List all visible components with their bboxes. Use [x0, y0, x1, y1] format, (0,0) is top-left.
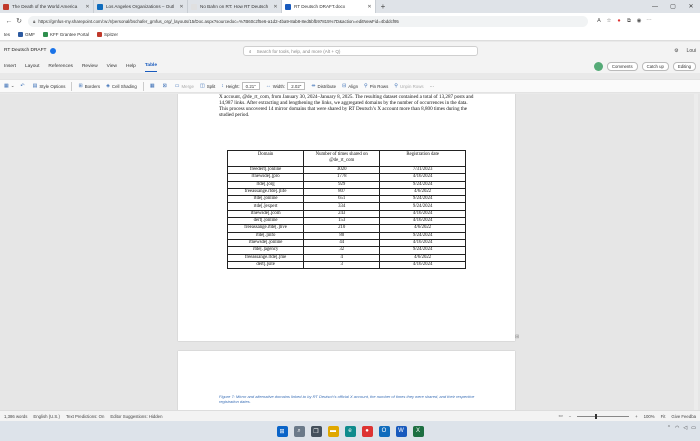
- domain-cell[interactable]: dert[.]site: [228, 261, 304, 268]
- divider: [71, 82, 72, 91]
- registration-date-cell[interactable]: 9/24/2024: [380, 203, 466, 210]
- edge-browser-icon[interactable]: e: [345, 426, 356, 437]
- table-row: [228, 218, 466, 225]
- domain-cell[interactable]: rtde[.]info: [228, 232, 304, 239]
- favorite-label: GMF: [25, 32, 36, 37]
- view-mode-icon[interactable]: ▭: [558, 413, 563, 418]
- times-shared-cell[interactable]: 3: [304, 261, 380, 268]
- url-field[interactable]: [28, 16, 588, 27]
- domain-cell[interactable]: freeassange.rtde[.]me: [228, 254, 304, 261]
- table-toolbar: [0, 79, 700, 93]
- times-shared-cell[interactable]: 807: [304, 188, 380, 195]
- profile-icon[interactable]: ◉: [636, 18, 642, 24]
- new-tab-button[interactable]: +: [380, 2, 386, 11]
- delete-button[interactable]: [163, 83, 169, 89]
- style-options-label: Style Options: [39, 83, 66, 89]
- minimize-icon[interactable]: —: [652, 3, 658, 10]
- file-explorer-icon[interactable]: ▬: [328, 426, 339, 437]
- back-icon[interactable]: ←: [5, 17, 13, 25]
- more-options-button[interactable]: ···: [429, 83, 434, 89]
- favorite-label: tes: [4, 32, 11, 37]
- borders-label: Borders: [84, 83, 101, 89]
- registration-date-cell[interactable]: 9/24/2024: [380, 196, 466, 203]
- domain-cell[interactable]: rtde[.]org: [228, 181, 304, 188]
- header-times-shared[interactable]: Number of times shared on @de_rt_com: [304, 151, 380, 167]
- times-shared-cell[interactable]: 32: [304, 247, 380, 254]
- close-icon[interactable]: ✕: [179, 3, 184, 10]
- header-domain[interactable]: Domain: [228, 151, 304, 167]
- delete-table-icon: ⊠: [162, 83, 167, 89]
- close-icon[interactable]: ✕: [85, 3, 90, 10]
- extensions-area: [594, 18, 654, 25]
- search-box[interactable]: [243, 46, 478, 56]
- table-row: [228, 261, 466, 268]
- search-icon: ⌕: [249, 48, 252, 54]
- close-icon[interactable]: ✕: [367, 3, 372, 10]
- figure-caption[interactable]: Figure 7: Mirror and alternative domains linked-to by RT Deutsch’s official X account, the number of times they were shared, and their respective registration dates.: [219, 394, 475, 404]
- status-right: [559, 413, 696, 419]
- table-move-handle-icon[interactable]: ⊞: [515, 334, 520, 340]
- spitzer-icon: [97, 32, 102, 37]
- kff-icon: [43, 32, 48, 37]
- table-row: [228, 196, 466, 203]
- search-placeholder: Search for tools, help, and more (Alt + Q): [256, 48, 341, 54]
- times-shared-cell[interactable]: 3020: [304, 167, 380, 174]
- tab-table[interactable]: Table: [145, 60, 157, 72]
- table-row: [228, 210, 466, 217]
- ribbon-right: [594, 62, 696, 71]
- outlook-icon[interactable]: O: [379, 426, 390, 437]
- table-row: [228, 167, 466, 174]
- distribute-label: Distribute: [317, 83, 337, 89]
- document-canvas[interactable]: [0, 94, 700, 410]
- user-name[interactable]: Loui: [686, 47, 696, 54]
- excel-icon[interactable]: X: [413, 426, 424, 437]
- word-header: [0, 42, 700, 59]
- domain-cell[interactable]: rtde[.]online: [228, 196, 304, 203]
- registration-date-cell[interactable]: 4/16/2024: [380, 218, 466, 225]
- times-shared-cell[interactable]: 44: [304, 239, 380, 246]
- tab-label: No Bahn on RT: How RT Deutsch: [200, 4, 269, 9]
- split-label: Split: [206, 83, 216, 89]
- status-bar: [0, 410, 700, 421]
- align-label: Align: [348, 83, 359, 89]
- zoom-out-button[interactable]: −: [568, 413, 572, 419]
- favorite-item-spitzer[interactable]: [97, 32, 118, 37]
- times-shared-cell[interactable]: 80: [304, 232, 380, 239]
- width-icon: ↔: [265, 83, 271, 89]
- browser-tab-1[interactable]: [94, 0, 188, 13]
- editing-label: Editing: [677, 63, 691, 69]
- refresh-icon[interactable]: ↻: [16, 18, 22, 25]
- domain-cell[interactable]: dert[.]online: [228, 218, 304, 225]
- cell-shading-button[interactable]: [106, 83, 137, 89]
- table-row: [228, 239, 466, 246]
- registration-date-cell[interactable]: 7/31/2023: [380, 167, 466, 174]
- split-button[interactable]: [200, 83, 215, 89]
- cell-shading-label: Cell Shading: [111, 83, 137, 89]
- domain-cell[interactable]: freeassange.rtde[.]life: [228, 188, 304, 195]
- table-row: [228, 174, 466, 181]
- tab-view[interactable]: View: [106, 63, 117, 69]
- tab-insert[interactable]: Insert: [4, 63, 16, 69]
- domain-cell[interactable]: rtnewsde[.]online: [228, 239, 304, 246]
- menu-icon[interactable]: ⋯: [646, 18, 652, 24]
- battery-icon[interactable]: ▭: [691, 425, 696, 431]
- undo-button[interactable]: [20, 83, 26, 89]
- times-shared-cell[interactable]: 210: [304, 225, 380, 232]
- task-view-icon[interactable]: ❐: [311, 426, 322, 437]
- unpin-rows-label: Unpin Rows: [399, 83, 424, 89]
- document-page[interactable]: [178, 94, 520, 341]
- registration-date-cell[interactable]: 4/16/2024: [380, 174, 466, 181]
- comments-label: Comments: [611, 63, 633, 69]
- catch-up-label: Catch up: [646, 63, 664, 69]
- distribute-icon: ⇹: [311, 83, 316, 89]
- comments-button[interactable]: [607, 62, 638, 71]
- width-control: [266, 82, 306, 90]
- favorite-item-tes[interactable]: [4, 32, 10, 37]
- align-icon: ⊟: [342, 83, 347, 89]
- document-title[interactable]: [4, 48, 56, 54]
- times-shared-cell[interactable]: 4: [304, 254, 380, 261]
- table-row: [228, 188, 466, 195]
- registration-date-cell[interactable]: 4/6/2022: [380, 188, 466, 195]
- chrome-icon[interactable]: ●: [362, 426, 373, 437]
- table-row: [228, 203, 466, 210]
- domains-table[interactable]: [227, 150, 466, 269]
- editor-suggestions-status[interactable]: Editor Suggestions: Hidden: [110, 413, 163, 419]
- width-input[interactable]: 2.02": [287, 82, 305, 90]
- divider: [143, 82, 144, 91]
- domain-cell[interactable]: rtde[.]agency: [228, 247, 304, 254]
- text-predictions-status[interactable]: Text Predictions: On: [65, 413, 105, 419]
- avatar[interactable]: [594, 62, 603, 71]
- style-options-button[interactable]: [33, 83, 66, 89]
- favorite-label: Spitzer: [104, 32, 119, 37]
- document-page-2[interactable]: [178, 351, 515, 410]
- lock-icon: 🔒︎: [33, 18, 36, 24]
- search-icon[interactable]: ⌕: [294, 426, 305, 437]
- registration-date-cell[interactable]: 9/24/2024: [380, 181, 466, 188]
- outlook-icon: [97, 4, 103, 10]
- height-input[interactable]: 0.21": [242, 82, 260, 90]
- domain-cell[interactable]: rtnewsde[.]com: [228, 210, 304, 217]
- tab-layout[interactable]: Layout: [25, 63, 40, 69]
- catch-up-button[interactable]: [642, 62, 669, 71]
- zoom-slider[interactable]: [577, 416, 629, 417]
- header-right: [666, 48, 696, 54]
- table-body: [228, 167, 466, 269]
- close-icon[interactable]: ✕: [273, 3, 278, 10]
- times-shared-cell[interactable]: 651: [304, 196, 380, 203]
- borders-icon: ⊞: [78, 83, 83, 89]
- table-row: [228, 232, 466, 239]
- registration-date-cell[interactable]: 4/16/2024: [380, 210, 466, 217]
- table-styles-gallery[interactable]: ▦ ⌄: [4, 83, 15, 89]
- times-shared-cell[interactable]: 1778: [304, 174, 380, 181]
- sensitivity-icon[interactable]: [50, 48, 56, 54]
- align-button[interactable]: [342, 83, 358, 89]
- insert-rows-button[interactable]: [150, 83, 157, 89]
- height-label: Height:: [225, 83, 240, 89]
- word-icon: [285, 4, 291, 10]
- tab-favicon-icon: [191, 4, 197, 10]
- tab-references[interactable]: References: [48, 63, 73, 69]
- window-controls: [646, 0, 700, 13]
- pin-icon: ⚲: [364, 83, 368, 89]
- domain-cell[interactable]: freeassange.rtde[.]live: [228, 225, 304, 232]
- header-registration-date[interactable]: Registration date: [380, 151, 466, 167]
- language-status[interactable]: English (U.S.): [33, 413, 60, 419]
- unpin-icon: ⚲: [394, 83, 398, 89]
- address-bar-row: [0, 13, 700, 29]
- tab-help[interactable]: Help: [125, 63, 136, 69]
- browser-tab-2[interactable]: [188, 0, 282, 13]
- registration-date-cell[interactable]: 4/16/2024: [380, 261, 466, 268]
- undo-icon: ↶: [20, 83, 25, 89]
- times-shared-cell[interactable]: 153: [304, 218, 380, 225]
- domain-cell[interactable]: rtnewsde[.]pro: [228, 174, 304, 181]
- vertical-scrollbar[interactable]: [694, 94, 698, 410]
- width-label: Width:: [272, 83, 286, 89]
- merge-label: Merge: [181, 83, 194, 89]
- domain-cell[interactable]: rtde[.]expert: [228, 203, 304, 210]
- fit-button[interactable]: Fit: [660, 413, 666, 419]
- height-icon: ↕: [221, 83, 224, 89]
- system-tray: [667, 425, 696, 431]
- favorites-bar: [0, 29, 700, 41]
- chevron-up-icon[interactable]: ⌃: [666, 425, 672, 431]
- merge-icon: ▭: [174, 83, 180, 89]
- height-control: [221, 82, 260, 90]
- unpin-rows-button[interactable]: [394, 83, 423, 89]
- merge-button[interactable]: [175, 83, 194, 89]
- table-row: [228, 254, 466, 261]
- domain-cell[interactable]: freedert[.]online: [228, 167, 304, 174]
- body-paragraph[interactable]: X account, @de_rt_com, from January 30, 2024–January 8, 2025. The resulting dataset contained a total of 13,287 posts and 14,987 links. After extracting and lengthening the links, we aggregated domains by the number of occurrences in the data. This process uncovered 14 mirror domains that were shared by RT Deutsch’s X account more than 8,800 times during the studied period.: [219, 94, 474, 119]
- favorite-item-gmf[interactable]: [18, 32, 35, 37]
- pin-rows-label: Pin Rows: [369, 83, 389, 89]
- gmf-icon: [18, 32, 23, 37]
- favorite-star-icon[interactable]: ☆: [606, 18, 612, 24]
- windows-start-icon[interactable]: ⊞: [277, 426, 288, 437]
- maximize-icon[interactable]: ▢: [670, 4, 676, 10]
- zoom-in-button[interactable]: +: [635, 413, 638, 419]
- favorite-label: KFF Grantee Portal: [50, 32, 90, 37]
- borders-button[interactable]: [78, 83, 100, 89]
- tab-label: Los Angeles Organizations – Outl: [106, 4, 175, 9]
- table-row: [228, 181, 466, 188]
- editing-mode-button[interactable]: [673, 62, 696, 71]
- registration-date-cell[interactable]: 4/16/2024: [380, 239, 466, 246]
- registration-date-cell[interactable]: 4/6/2022: [380, 254, 466, 261]
- style-options-icon: ▤: [32, 83, 38, 89]
- tab-review[interactable]: Review: [81, 63, 98, 69]
- document-title-text: RT Deutsch DRAFT: [4, 48, 47, 53]
- windows-taskbar: [0, 421, 700, 441]
- collections-icon[interactable]: ⧉: [627, 17, 631, 24]
- distribute-button[interactable]: [311, 83, 336, 89]
- word-count[interactable]: 1,386 words: [4, 413, 28, 419]
- times-shared-cell[interactable]: 243: [304, 210, 380, 217]
- table-grid-icon: ▦: [4, 83, 9, 89]
- shading-bucket-icon: ◈: [106, 83, 110, 89]
- ribbon-tabs: [0, 59, 700, 73]
- wifi-icon[interactable]: ◠: [675, 425, 680, 431]
- url-text: https://gmfus-my.sharepoint.com/:w:/r/personal/bschafer_gmfus_org/_layouts/15/Doc.aspx?sourcedoc=%7B60c2f5e6-a1d2-4ba9-8ab8-8ed5bfb97815%7D&action=editNewFid=4bddcf95: [38, 18, 399, 24]
- insert-icon: ▦: [149, 83, 155, 89]
- browser-tab-0[interactable]: [0, 0, 94, 13]
- table-row: [228, 225, 466, 232]
- table-row: [228, 247, 466, 254]
- registration-date-cell[interactable]: 4/6/2022: [380, 225, 466, 232]
- split-icon: ◫: [199, 83, 205, 89]
- tab-label: RT Deutsch DRAFT.docx: [294, 4, 346, 9]
- settings-gear-icon[interactable]: ⚙: [674, 47, 679, 54]
- tab-label: The Death of the World America: [12, 4, 78, 9]
- registration-date-cell[interactable]: 9/24/2024: [380, 247, 466, 254]
- word-icon[interactable]: W: [396, 426, 407, 437]
- table-header-row: [228, 151, 466, 167]
- read-aloud-icon[interactable]: A: [597, 18, 601, 24]
- registration-date-cell[interactable]: 9/24/2024: [380, 232, 466, 239]
- give-feedback-link[interactable]: Give Feedba: [671, 413, 696, 419]
- times-shared-cell[interactable]: 334: [304, 203, 380, 210]
- volume-icon[interactable]: ◁: [683, 425, 688, 431]
- extension-icon[interactable]: ●: [617, 18, 621, 24]
- browser-tab-3[interactable]: [282, 0, 376, 13]
- pin-rows-button[interactable]: [364, 83, 388, 89]
- browser-tab-bar: [0, 0, 700, 13]
- zoom-level[interactable]: 100%: [643, 413, 655, 419]
- close-window-icon[interactable]: ✕: [688, 4, 694, 10]
- times-shared-cell[interactable]: 929: [304, 181, 380, 188]
- tab-favicon-icon: [3, 4, 9, 10]
- favorite-item-kff[interactable]: [43, 32, 89, 37]
